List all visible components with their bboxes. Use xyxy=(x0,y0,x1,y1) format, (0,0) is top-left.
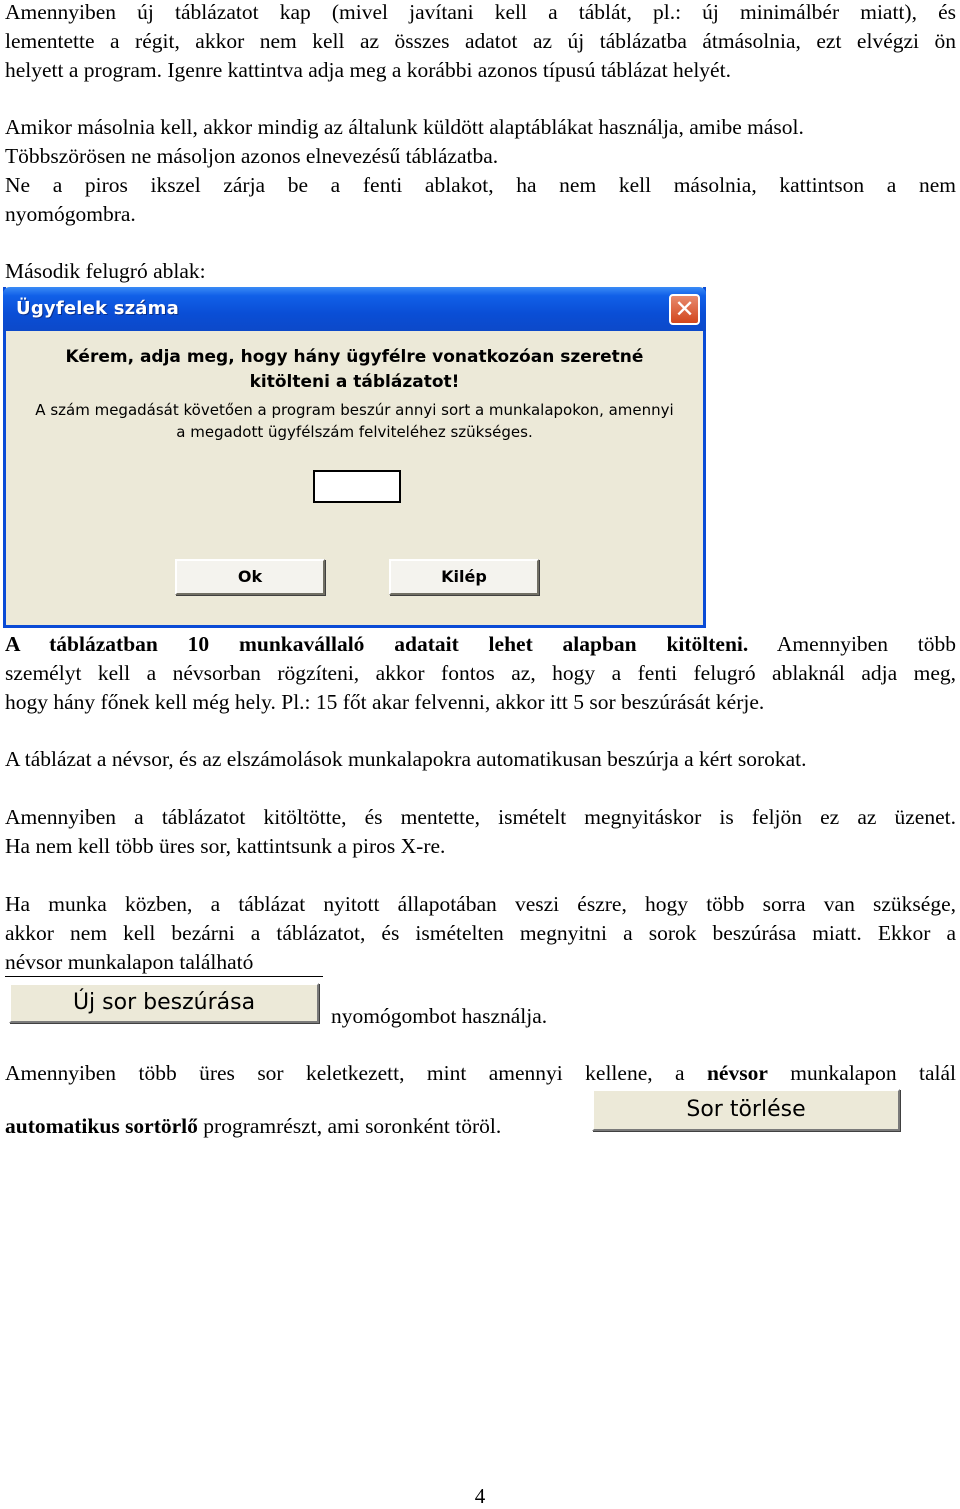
during-work-line-2: akkor nem kell bezárni a táblázatot, és ismételten megnyitni a sorok beszúrása miatt. Ekkor a xyxy=(5,921,956,945)
during-work-paragraph xyxy=(5,890,956,977)
capacity-line-1-rest: Amennyiben több xyxy=(748,632,956,656)
reopen-line-2: Ha nem kell több üres sor, kattintsunk a piros X-re. xyxy=(5,834,446,858)
insert-button-suffix: nyomógombot használja. xyxy=(331,1004,548,1028)
auto-insert-line: A táblázat a névsor, és az elszámolások munkalapokra automatikusan beszúrja a kért sorokat. xyxy=(5,747,807,771)
reopen-paragraph xyxy=(5,803,956,861)
delete-bold-sheet: névsor xyxy=(706,1061,768,1085)
copy-note-line-3: Ne a piros ikszel zárja be a fenti ablakot, ha nem kell másolnia, kattintson a nem xyxy=(5,173,956,197)
capacity-line-3: hogy hány főnek kell még hely. Pl.: 15 főt akar felvenni, akkor itt 5 sor beszúrását kérje. xyxy=(5,690,765,714)
close-icon[interactable]: ✕ xyxy=(669,294,700,325)
copy-note-line-4: nyomógombra. xyxy=(5,202,136,226)
intro-paragraph xyxy=(5,0,956,85)
capacity-line-2: személyt kell a névsorban rögzíteni, akkor fontos az, hogy a fenti felugró ablaknál adja meg, xyxy=(5,661,956,685)
dialog-prompt xyxy=(6,345,703,395)
delete-line-2-rest: programrészt, ami soronként töröl. xyxy=(197,1114,502,1138)
customer-count-input[interactable] xyxy=(313,470,401,503)
insert-row-button[interactable]: Új sor beszúrása xyxy=(9,983,319,1023)
copy-note-line-1: Amikor másolnia kell, akkor mindig az általunk küldött alaptáblákat használja, amibe másol. xyxy=(5,115,804,139)
dialog-description-line-1: A szám megadását követően a program beszúr annyi sort a munkalapokon, amennyi xyxy=(35,401,674,419)
dialog-titlebar xyxy=(3,287,706,331)
second-popup-label: Második felugró ablak: xyxy=(5,259,206,283)
page-number: 4 xyxy=(474,1484,486,1508)
delete-bold-feature: automatikus sortörlő xyxy=(5,1114,198,1138)
during-work-line-3: névsor munkalapon található xyxy=(5,950,254,974)
dialog-title: Ügyfelek száma xyxy=(16,298,179,319)
dialog-body xyxy=(6,331,703,625)
during-work-line-1: Ha munka közben, a táblázat nyitott állapotában veszi észre, hogy több sorra van szüksége, xyxy=(5,892,956,916)
delete-post: munkalapon talál xyxy=(767,1061,956,1085)
dialog-prompt-line-2: kitölteni a táblázatot! xyxy=(249,372,460,392)
capacity-paragraph xyxy=(5,630,956,717)
dialog-description-line-2: a megadott ügyfélszám felviteléhez szükséges. xyxy=(176,423,533,441)
ok-button[interactable]: Ok xyxy=(175,559,325,595)
dialog-prompt-line-1: Kérem, adja meg, hogy hány ügyfélre vonatkozóan szeretné xyxy=(65,347,644,367)
intro-line-2: lementette a régit, akkor nem kell az összes adatot az új táblázatba átmásolnia, ezt elvégzi ön xyxy=(5,29,956,53)
reopen-line-1: Amennyiben a táblázatot kitöltötte, és mentette, ismételt megnyitáskor is feljön ez az üzenet. xyxy=(5,805,956,829)
dialog-description xyxy=(6,399,703,443)
exit-button[interactable]: Kilép xyxy=(389,559,539,595)
delete-row-button[interactable]: Sor törlése xyxy=(592,1089,900,1131)
copy-note-paragraph xyxy=(5,113,956,229)
capacity-bold: A táblázatban 10 munkavállaló adatait lehet alapban kitölteni. xyxy=(5,632,749,656)
capacity-line-1 xyxy=(5,630,956,659)
intro-line-3: helyett a program. Igenre kattintva adja meg a korábbi azonos típusú táblázat helyét. xyxy=(5,58,731,82)
customer-count-dialog xyxy=(3,287,706,628)
delete-paragraph-line-2 xyxy=(5,1112,501,1141)
intro-line-1: Amennyiben új táblázatot kap (mivel javítani kell a táblát, pl.: új minimálbér miatt), és xyxy=(5,0,956,24)
copy-note-line-2: Többszörösen ne másoljon azonos elnevezésű táblázatba. xyxy=(5,144,499,168)
text-underline-rule xyxy=(5,976,323,977)
delete-paragraph-line-1 xyxy=(5,1059,956,1088)
auto-insert-paragraph xyxy=(5,745,956,774)
delete-pre: Amennyiben több üres sor keletkezett, mint amennyi kellene, a xyxy=(5,1061,707,1085)
